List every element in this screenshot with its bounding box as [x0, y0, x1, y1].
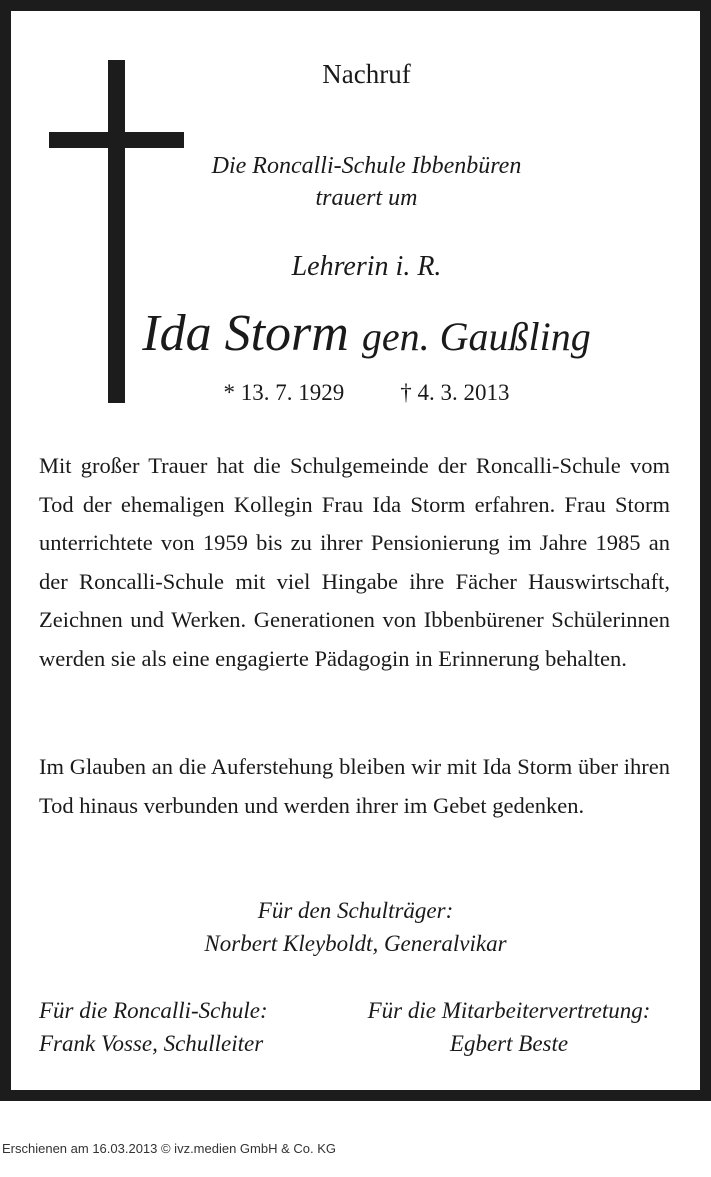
deceased-role: Lehrerin i. R. [291, 251, 442, 282]
deceased-name-main: Ida Storm [142, 305, 349, 362]
signature-staff-label: Für die Mitarbeitervertretung: [367, 998, 651, 1023]
signature-sponsor-label: Für den Schulträger: [257, 898, 454, 923]
obituary-paragraph-1: Mit großer Trauer hat die Schulgemeinde der Roncalli-Schule vom Tod der ehemaligen Kollegin Frau Ida Storm erfahren. Frau Storm unterrichtete von 1959 bis zu ihrer Pensionierung im Jahre 1985 an der Roncalli-Schule mit viel Hingabe ihre Fächer Hauswirtschaft, Zeichnen und Werken. Generationen von Ibbenbürener Schülerinnen werden sie als eine engagierte Pädagogin in Erinnerung behalten. [39, 453, 670, 671]
deceased-name [11, 304, 711, 363]
signature-staff-name: Egbert Beste [449, 1031, 569, 1056]
death-date: † 4. 3. 2013 [400, 380, 510, 405]
school-name-line: Die Roncalli-Schule Ibbenbüren [211, 153, 522, 179]
life-dates [11, 380, 711, 406]
birth-date: * 13. 7. 1929 [223, 380, 345, 405]
signature-school-sponsor [0, 894, 711, 960]
signature-school-name: Frank Vosse, Schulleiter [39, 1031, 264, 1056]
obituary-paragraph-2: Im Glauben an die Auferstehung bleiben wir mit Ida Storm über ihren Tod hinaus verbunden und werden ihrer im Gebet gedenken. [39, 754, 670, 818]
cross-icon-bar [49, 132, 184, 148]
school-announcement [11, 150, 711, 214]
signature-staff-council [348, 994, 670, 1060]
signature-sponsor-name: Norbert Kleyboldt, Generalvikar [204, 931, 507, 956]
publication-footer: Erschienen am 16.03.2013 © ivz.medien GmbH & Co. KG [2, 1141, 337, 1156]
deceased-name-suffix: gen. Gaußling [361, 314, 591, 359]
obituary-title: Nachruf [322, 59, 411, 89]
signature-school [39, 994, 268, 1060]
mourns-line: trauert um [315, 185, 418, 211]
signature-school-label: Für die Roncalli-Schule: [39, 998, 268, 1023]
